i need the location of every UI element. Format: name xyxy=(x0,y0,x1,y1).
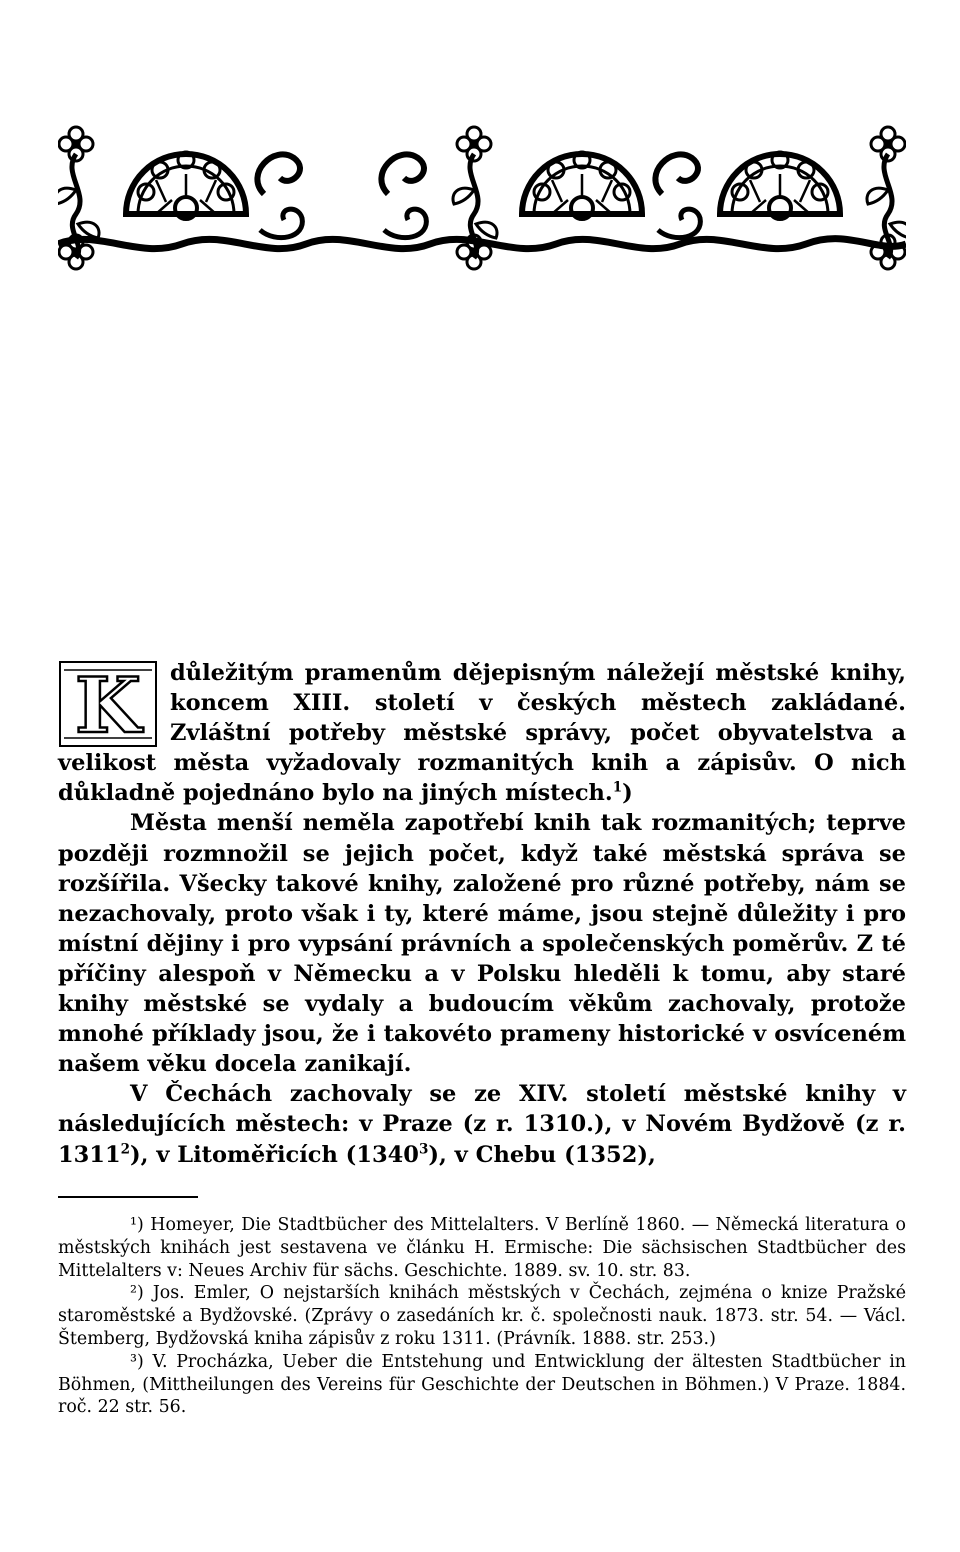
paragraph-3-text-c: ), v Chebu (1352), xyxy=(428,1141,656,1168)
paragraph-3 xyxy=(58,1079,906,1169)
footnote-3-mark: ³) xyxy=(130,1351,144,1372)
footnote-ref-1: 1 xyxy=(612,779,623,796)
footnote-3-text: V. Procházka, Ueber die Entstehung und Entwicklung der ältesten Stadtbücher in Böhmen, (Mittheilungen des Vereins für Geschichte der Deutschen in Böhmen.) V Praze. 1884. roč. 22 str. 56. xyxy=(58,1351,906,1418)
floral-border-ornament-icon xyxy=(58,124,906,276)
dropcap-k-icon xyxy=(58,660,158,748)
footnote-1-text: Homeyer, Die Stadtbücher des Mittelalters. V Berlíně 1860. — Německá literatura o městských knihách jest sestavena ve článku H. Ermische: Die sächsischen Stadtbücher des Mittelalters v: Neues Archiv für sächs. Geschichte. 1889. sv. 10. str. 83. xyxy=(58,1215,906,1281)
footnote-2-mark: ²) xyxy=(130,1283,144,1304)
footnote-3 xyxy=(58,1351,906,1419)
footnote-divider xyxy=(58,1196,198,1198)
paragraph-1-text: důležitým pramenům dějepisným náležejí městské knihy, koncem XIII. století v českých městech zakládané. Zvláštní potřeby městské správy, počet obyvatelstva a velikost města vyžadovaly rozmanitých knih a zápisův. O nich důkladně pojednáno bylo na jiných místech. xyxy=(58,660,906,807)
footnote-1-mark: ¹) xyxy=(130,1215,144,1235)
paragraph-3-text-a: V Čechách zachovaly se ze XIV. století městské knihy v následujících městech: v Praze (z r. 1310.), v Novém Bydžově (z r. 1311 xyxy=(58,1081,906,1168)
paragraph-1 xyxy=(58,658,906,808)
paragraph-3-text-b: ), v Litoměřicích (1340 xyxy=(130,1141,419,1168)
paragraph-2: Města menší neměla zapotřebí knih tak rozmanitých; teprve později rozmnožil se jejich počet, když také městská správa se rozšířila. Všecky takové knihy, založené pro různé potřeby, nám se nezachovaly, proto však i ty, které máme, jsou stejně důležity i pro místní dějiny i pro vypsání právních a společenských poměrův. Z té příčiny alespoň v Německu a v Polsku hleděli k tomu, aby staré knihy městské se vydaly a budoucím věkům zachovaly, protože mnohé příklady jsou, že i takovéto prameny historické v osvíceném našem věku docela zanikají. xyxy=(58,810,906,1078)
footnote-1 xyxy=(58,1214,906,1282)
footnote-ref-2: 2 xyxy=(120,1141,131,1157)
dropcap-letter: K xyxy=(74,661,142,748)
footnote-2-text: Jos. Emler, O nejstarších knihách městských v Čechách, zejména o knize Pražské staroměstské a Bydžovské. (Zprávy o zasedáních kr. č. společnosti nauk. 1873. str. 54. — Václ. Štemberg, Bydžovská kniha zápisův z roku 1311. (Právník. 1888. str. 253.) xyxy=(58,1283,906,1349)
footnote-ref-1-paren: ) xyxy=(622,780,633,807)
footnotes xyxy=(58,1214,906,1419)
main-text xyxy=(58,658,906,1170)
footnote-ref-3: 3 xyxy=(418,1141,429,1157)
footnote-2 xyxy=(58,1282,906,1350)
